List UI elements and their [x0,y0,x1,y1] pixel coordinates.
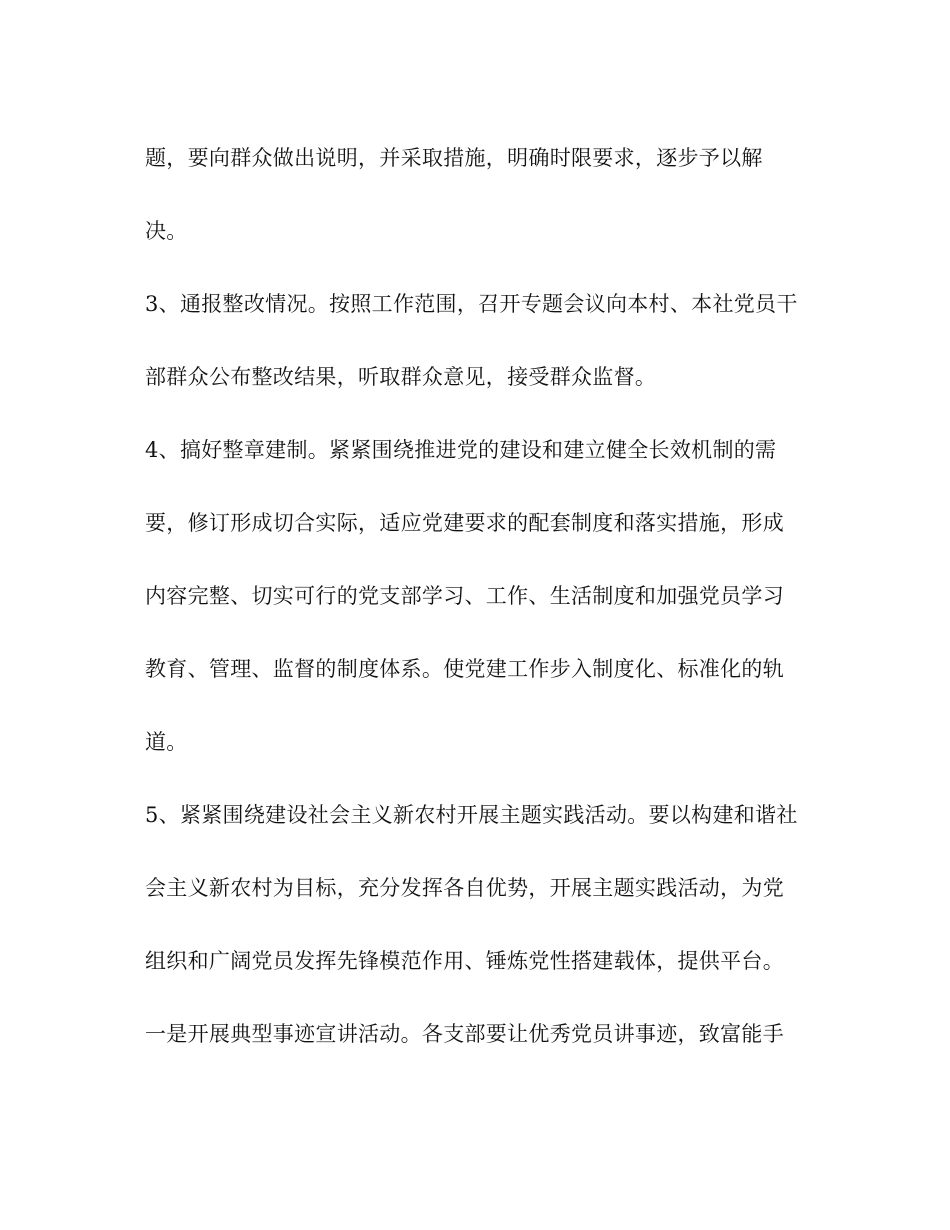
text-line: 道。 [145,730,188,754]
text-line: 4、搞好整章建制。紧紧围绕推进党的建设和建立健全长效机制的需 [145,438,777,462]
text-line: 3、通报整改情况。按照工作范围，召开专题会议向本村、本社党员干 [145,292,798,316]
text-line: 决。 [145,219,188,243]
text-line: 题，要向群众做出说明，并采取措施，明确时限要求，逐步予以解 [145,146,763,170]
text-line: 一是开展典型事迹宣讲活动。各支部要让优秀党员讲事迹，致富能手 [145,1022,784,1046]
text-line: 要，修订形成切合实际，适应党建要求的配套制度和落实措施，形成 [145,511,784,535]
text-line: 组织和广阔党员发挥先锋模范作用、锤炼党性搭建载体，提供平台。 [145,949,784,973]
body-text [145,138,825,1087]
text-line: 5、紧紧围绕建设社会主义新农村开展主题实践活动。要以构建和谐社 [145,803,798,827]
text-line: 会主义新农村为目标，充分发挥各自优势，开展主题实践活动，为党 [145,876,784,900]
text-line: 教育、管理、监督的制度体系。使党建工作步入制度化、标准化的轨 [145,657,784,681]
text-line: 部群众公布整改结果，听取群众意见，接受群众监督。 [145,365,657,389]
text-line: 内容完整、切实可行的党支部学习、工作、生活制度和加强党员学习 [145,584,784,608]
